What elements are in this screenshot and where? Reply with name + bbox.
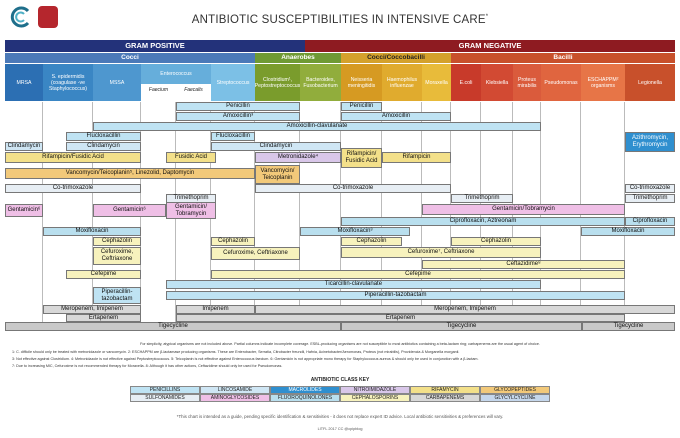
drug-bar-ticarcillin-clavulanate: Ticarcillin-clavulanate <box>166 280 541 289</box>
drug-bar-cefuroxime: Cefuroxime⁷, Ceftriaxone <box>341 247 541 258</box>
drug-bar-co-trimoxazole: Co-trimoxazole <box>255 184 451 193</box>
drug-bar-ceftazidime: Ceftazidime⁸ <box>422 260 625 269</box>
organism-pseudomonas: Pseudomonas <box>541 64 581 101</box>
bacilli-header: Bacilli <box>451 53 675 63</box>
organism-mssa: MSSA <box>93 64 141 101</box>
drug-bar-gentamicin-tobramycin: Gentamicin/ Tobramycin <box>166 202 216 219</box>
cocci-header: Cocci <box>5 53 255 63</box>
key-cephalosporins: CEPHALOSPORINS <box>340 394 410 402</box>
drug-bar-rifampicin-fusidic: Rifampicin/ Fusidic Acid <box>341 148 382 168</box>
drug-bar-cephazolin: Cephazolin <box>93 237 141 246</box>
organism-clostridium: Clostridium¹, Peptostreptococcus <box>255 64 300 101</box>
key-lincosamide: LINCOSAMIDE <box>200 386 270 394</box>
key-fluoroquinolones: FLUOROQUINOLONES <box>270 394 340 402</box>
drug-bar-fusidic-acid: Fusidic Acid <box>166 152 216 163</box>
credit: LITFL 2017 CC @cpipblog <box>317 427 363 431</box>
drug-bar-amoxicillin-clavulanate: Amoxicillin-clavulanate <box>93 122 541 131</box>
key-glycopeptides: GLYCOPEPTIDES <box>480 386 550 394</box>
drug-bar-imipenem: Imipenem <box>176 305 255 314</box>
drug-bar-flucloxacillin: Flucloxacillin <box>66 132 141 141</box>
enterococcus-faecium: Faecium <box>141 86 176 101</box>
drug-bar-gentamicin: Gentamicin⁶ <box>5 204 43 217</box>
organism-bacteroides: Bacteroides, Fusobacterium <box>300 64 341 101</box>
key-penicillins: PENICILLINS <box>130 386 200 394</box>
drug-bar-rifampicin-fusidic: Rifampicin/Fusidic Acid <box>5 152 141 163</box>
organism-legionella: Legionella <box>625 64 675 101</box>
gram-positive-header: GRAM POSITIVE <box>5 40 305 52</box>
organism-eschappm: ESCHAPPM² organisms <box>581 64 625 101</box>
drug-bar-penicillin: Penicillin <box>341 102 382 111</box>
drug-bar-vancomycin: Vancomycin/ Teicoplanin <box>255 165 300 184</box>
drug-bar-cephazolin: Cephazolin <box>451 237 541 246</box>
drug-bar-co-trimoxazole: Co-trimoxazole <box>5 184 141 193</box>
drug-bar-amoxicillin: Amoxicillin³ <box>176 112 300 121</box>
page-title: ANTIBIOTIC SUSCEPTIBILITIES IN INTENSIVE CARE* <box>191 14 489 26</box>
drug-bar-cephazolin: Cephazolin <box>211 237 255 246</box>
drug-bar-clindamycin: Clindamycin <box>5 142 43 151</box>
drug-bar-clindamycin: Clindamycin <box>66 142 141 151</box>
drug-bar-tigecycline: Tigecycline <box>5 322 341 331</box>
enterococcus-faecalis: Faecalis <box>176 86 211 101</box>
organism-streptococcus: Streptococcus <box>211 64 255 101</box>
drug-bar-ciprofloxacin: Ciprofloxacin <box>625 217 675 226</box>
footnote-3-6: 3: Not effective against Clostridium. 4: Metronidazole is not effective against Peptostreptococcus. 5: Teicoplanin is not effective against Enterococcus faecium. 6: Gentamicin is not appropriate mono therapy for Staphylococcus aureus & should only be used in conjunction with a β-lactam. <box>12 357 479 361</box>
drug-bar-ciprofloxacin-aztreonam: Ciprofloxacin, Aztreonam <box>341 217 625 226</box>
drug-bar-meropenem: Meropenem, Imipenem <box>255 305 675 314</box>
drug-bar-azithromycin: Azithromycin, Erythromycin <box>625 132 675 152</box>
drug-bar-trimethoprim: Trimethoprim <box>166 194 216 203</box>
drug-bar-moxifloxacin: Moxifloxacin <box>581 227 675 236</box>
organism-neisseria: Neisseria meningitidis <box>341 64 382 101</box>
organism-haemophilus: Haemophilus influenzae <box>382 64 422 101</box>
organism-enterococcus: Enterococcus <box>141 64 211 84</box>
drug-bar-flucloxacillin: Flucloxacillin <box>211 132 255 141</box>
drug-bar-moxifloxacin: Moxifloxacin³ <box>300 227 410 236</box>
organism-moraxella: Moraxella <box>422 64 451 101</box>
drug-bar-ertapenem: Ertapenem <box>176 314 625 322</box>
footnote-intro: For simplicity, atypical organisms are not included above. Partial columns indicate incomplete coverage. ESBL-producing organisms are not susceptible to most antibiotics containing a beta-lactam ring; carbapenems are the usual agent of choice. <box>140 342 540 346</box>
drug-bar-trimethoprim: Trimethoprim <box>451 194 513 203</box>
organism-s-epidermidis: S. epidermidis (coagulase -ve Staphylococcus) <box>43 64 93 101</box>
footnote-7-8: 7: Due to increasing MIC, Cefuroxime is not recommended therapy for Moraxella. 8: Although it has other actions, Ceftazidime should only be used for Pseudomonas. <box>12 364 283 368</box>
key-macrolides: MACROLIDES <box>270 386 340 394</box>
drug-bar-rifampicin: Rifampicin <box>382 152 451 163</box>
drug-bar-cefuroxime: Cefuroxime, Ceftriaxone <box>93 247 141 265</box>
drug-bar-tigecycline: Tigecycline <box>341 322 582 331</box>
drug-bar-tigecycline: Tigecycline <box>582 322 675 331</box>
drug-bar-moxifloxacin: Moxifloxacin <box>43 227 141 236</box>
drug-bar-amoxicillin: Amoxicillin <box>341 112 451 121</box>
key-aminoglycosides: AMINOGLYCOSIDES <box>200 394 270 402</box>
drug-bar-metronidazole: Metronidazole⁴ <box>255 152 341 163</box>
key-nitroimidazole: NITROIMIDAZOLE <box>340 386 410 394</box>
drug-bar-ertapenem: Ertapenem <box>66 314 141 322</box>
drug-bar-penicillin: Penicillin <box>176 102 300 111</box>
organism-klebsiella: Klebsiella <box>481 64 513 101</box>
drug-bar-cefepime: Cefepime <box>66 270 141 279</box>
key-glycylcycline: GLYCYLCYCLINE <box>480 394 550 402</box>
organism-mrsa: MRSA <box>5 64 43 101</box>
key-sulfonamides: SULFONAMIDES <box>130 394 200 402</box>
drug-bar-cephazolin: Cephazolin <box>341 237 402 246</box>
gram-negative-header: GRAM NEGATIVE <box>305 40 675 52</box>
anaerobes-header: Anaerobes <box>255 53 341 63</box>
drug-bar-gentamicin-tobramycin: Gentamicin/Tobramycin <box>422 204 625 215</box>
drug-bar-cefepime: Cefepime <box>211 270 625 279</box>
organism-e-coli: E.coli <box>451 64 481 101</box>
drug-bar-vancomycin: Vancomycin/Teicoplanin⁵, Linezolid, Daptomycin <box>5 168 255 179</box>
drug-bar-cefuroxime: Cefuroxime, Ceftriaxone <box>211 247 300 260</box>
drug-bar-piperacillin-tazobactam: Piperacillin- tazobactam <box>93 287 141 304</box>
key-carbapenems: CARBAPENEMS <box>410 394 480 402</box>
drug-bar-meropenem: Meropenem, Imipenem <box>43 305 141 314</box>
disclaimer: *This chart is intended as a guide, pending specific identification & sensitivities - it does not replace expert ID advice. Local antibiotic sensitivities & preferences will vary. <box>176 414 504 419</box>
class-key-title: ANTIBIOTIC CLASS KEY <box>310 377 370 383</box>
drug-bar-gentamicin: Gentamicin⁶ <box>93 204 166 217</box>
organism-proteus: Proteus mirabilis <box>513 64 541 101</box>
drug-bar-co-trimoxazole: Co-trimoxazole <box>625 184 675 193</box>
drug-bar-piperacillin-tazobactam: Piperacillin-tazobactam <box>166 291 625 300</box>
drug-bar-clindamycin: Clindamycin <box>211 142 341 151</box>
footnote-1-2: 1: C. difficile should only be treated with metronidazole or vancomycin. 2: ESCHAPPM are β-lactamase producing organisms. These are Enterobacter, Serratia, Citrobacter freundii, Hafnia, Acinetobacter/Aeromonas, Proteus (not mirabilis), Providencia & Morganella morganii. <box>12 350 460 354</box>
drug-bar-trimethoprim: Trimethoprim <box>625 194 675 203</box>
cocci-coccobacilli-header: Cocci/Coccobacilli <box>341 53 451 63</box>
key-rifamycin: RIFAMYCIN <box>410 386 480 394</box>
